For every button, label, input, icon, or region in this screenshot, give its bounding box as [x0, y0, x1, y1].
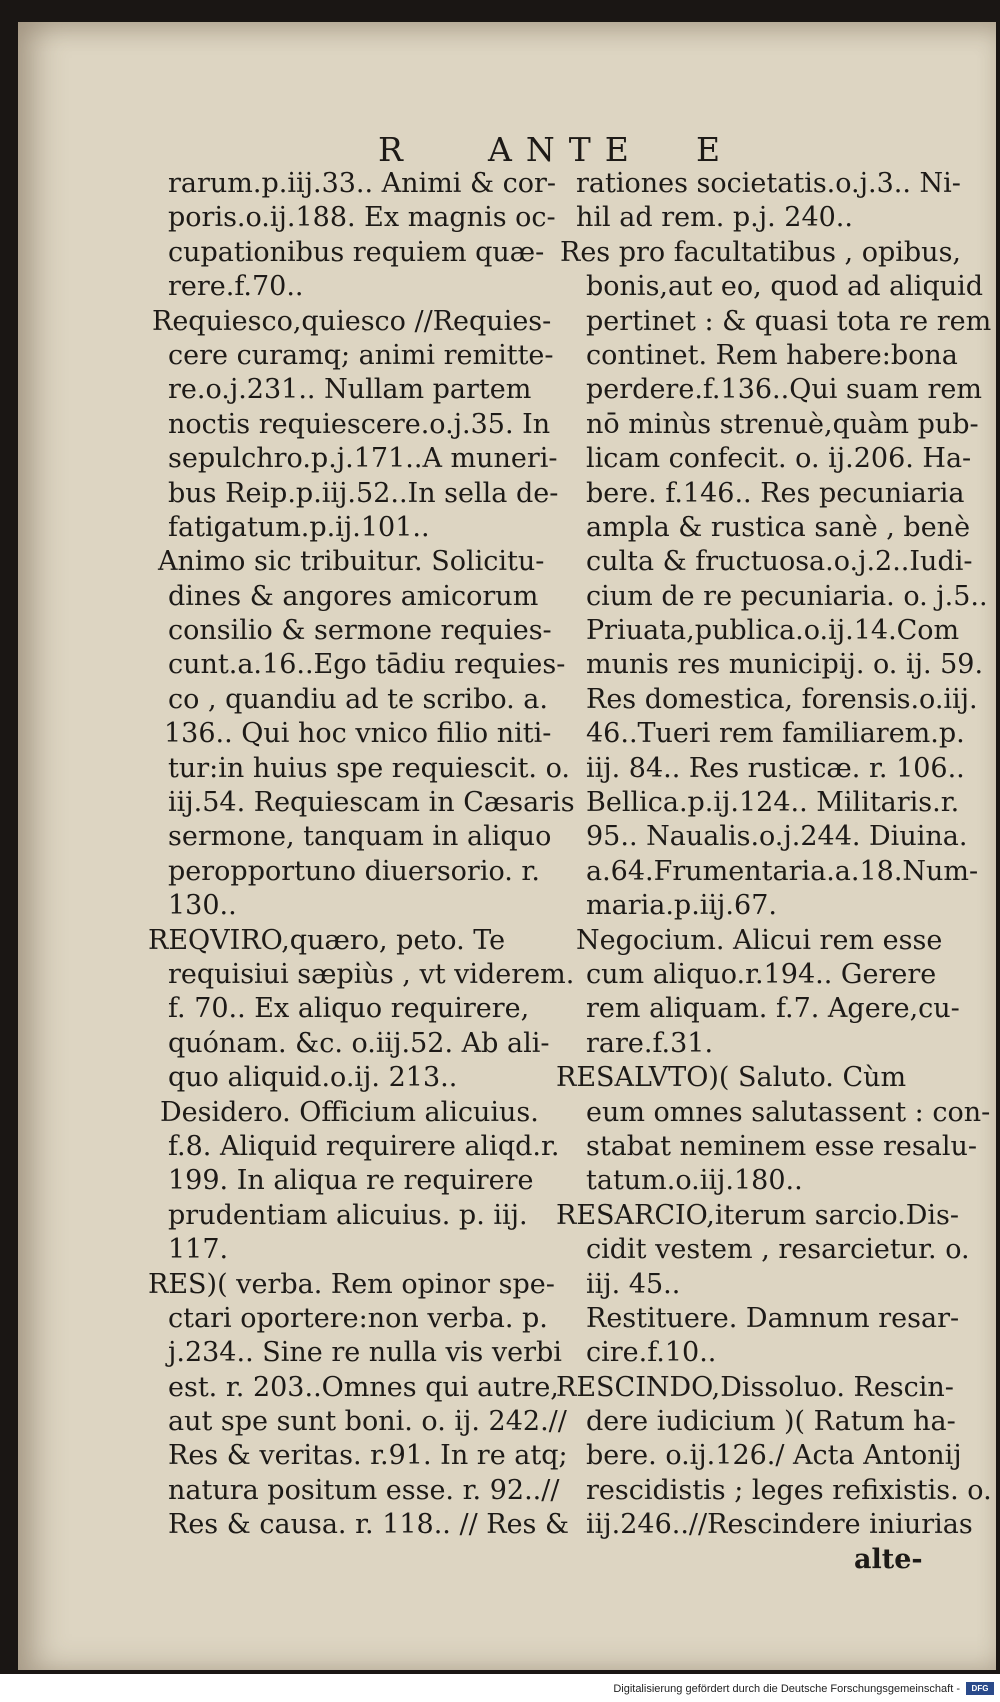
- text-line: a.64.Frumentaria.a.18.Num-: [586, 855, 979, 887]
- text-line: perdere.f.136..Qui suam rem: [586, 374, 982, 406]
- text-line: Bellica.p.ij.124.. Militaris.r.: [586, 787, 960, 819]
- text-line: dere iudicium )( Ratum ha-: [586, 1406, 956, 1438]
- book-page: [18, 22, 996, 1670]
- text-line: rare.f.31.: [586, 1027, 714, 1059]
- text-line: cidit vestem , resarcietur. o.: [586, 1234, 970, 1266]
- text-line: quo aliquid.o.ij. 213..: [168, 1062, 458, 1094]
- text-line: ampla & rustica sanè , benè: [586, 511, 971, 543]
- text-line: bonis,aut eo, quod ad aliquid: [586, 271, 984, 303]
- text-line: f.8. Aliquid requirere aliqd.r.: [168, 1130, 560, 1162]
- text-line: f. 70.. Ex aliquo requirere,: [168, 993, 530, 1025]
- text-line: tur:in huius spe requiescit. o.: [168, 752, 570, 784]
- text-line: rationes societatis.o.j.3.. Ni-: [576, 168, 961, 199]
- header-title: ANTE: [488, 130, 643, 169]
- text-line: 136.. Qui hoc vnico filio niti-: [164, 718, 552, 750]
- text-line: cupationibus requiem quæ-: [168, 236, 545, 268]
- text-line: culta & fructuosa.o.j.2..Iudi-: [586, 546, 973, 578]
- text-line: RES)( verba. Rem opinor spe-: [148, 1268, 555, 1300]
- text-line: re.o.j.231.. Nullam partem: [168, 374, 532, 406]
- text-line: tatum.o.iij.180..: [586, 1165, 803, 1197]
- text-line: sermone, tanquam in aliquo: [168, 821, 552, 853]
- text-line: RESALVTO)( Saluto. Cùm: [556, 1062, 907, 1094]
- text-line: cunt.a.16..Ego tādiu requies-: [168, 649, 566, 681]
- text-line: licam confecit. o. ij.206. Ha-: [586, 443, 972, 475]
- text-line: iij.246..//Rescindere iniurias: [586, 1509, 973, 1541]
- text-line: bere. f.146.. Res pecuniaria: [586, 477, 965, 509]
- text-line: fatigatum.p.ij.101..: [168, 511, 430, 543]
- text-line: requisiui sæpiùs , vt viderem.: [168, 958, 575, 990]
- text-line: rere.f.70..: [168, 271, 304, 303]
- text-line: peropportuno diuersorio. r.: [168, 855, 540, 887]
- text-line: cium de re pecuniaria. o. j.5..: [586, 580, 988, 612]
- text-line: cum aliquo.r.194.. Gerere: [586, 958, 937, 990]
- text-line: REQVIRO,quæro, peto. Te: [148, 924, 506, 956]
- text-line: rarum.p.iij.33.. Animi & cor-: [168, 168, 557, 199]
- text-line: 117.: [168, 1234, 229, 1266]
- text-line: RESCINDO,Dissoluo. Rescin-: [556, 1371, 954, 1403]
- text-line: 130..: [168, 890, 237, 922]
- text-line: Priuata,publica.o.ij.14.Com: [586, 615, 960, 647]
- text-line: Res & causa. r. 118.. // Res &: [168, 1509, 570, 1541]
- text-line: 199. In aliqua re requirere: [168, 1165, 534, 1197]
- text-line: consilio & sermone requies-: [168, 615, 552, 647]
- text-line: pertinet : & quasi tota re rem: [586, 305, 992, 337]
- text-line: Negocium. Alicui rem esse: [576, 924, 943, 956]
- text-line: natura positum esse. r. 92..//: [168, 1474, 560, 1506]
- funding-credit: Digitalisierung gefördert durch die Deutsche Forschungsgemeinschaft -: [613, 1683, 960, 1695]
- text-line: Res domestica, forensis.o.iij.: [586, 683, 978, 715]
- text-line: alte-: [854, 1543, 923, 1575]
- text-line: iij. 84.. Res rusticæ. r. 106..: [586, 752, 965, 784]
- text-line: nō minùs strenuè,quàm pub-: [586, 408, 979, 440]
- text-line: Res pro facultatibus , opibus,: [560, 236, 962, 268]
- text-line: hil ad rem. p.j. 240..: [576, 202, 853, 234]
- header-letter-r: R: [378, 130, 403, 169]
- footer-bar: [0, 1674, 1000, 1702]
- text-line: RESARCIO,iterum sarcio.Dis-: [556, 1199, 960, 1231]
- text-line: Animo sic tribuitur. Solicitu-: [158, 546, 545, 578]
- text-line: rem aliquam. f.7. Agere,cu-: [586, 993, 960, 1025]
- text-line: cire.f.10..: [586, 1337, 717, 1369]
- text-line: Desidero. Officium alicuius.: [160, 1096, 539, 1128]
- text-line: 95.. Naualis.o.j.244. Diuina.: [586, 821, 968, 853]
- text-line: co , quandiu ad te scribo. a.: [168, 683, 548, 715]
- text-line: noctis requiescere.o.j.35. In: [168, 408, 551, 440]
- right-text-column: [556, 167, 1000, 1577]
- text-line: sepulchro.p.j.171..A muneri-: [168, 443, 558, 475]
- text-line: aut spe sunt boni. o. ij. 242.//: [168, 1406, 567, 1438]
- text-line: Requiesco,quiesco //Requies-: [152, 305, 552, 337]
- text-line: maria.p.iij.67.: [586, 890, 777, 922]
- text-line: quónam. &c. o.iij.52. Ab ali-: [168, 1027, 550, 1059]
- text-line: poris.o.ij.188. Ex magnis oc-: [168, 202, 556, 234]
- text-line: rescidistis ; leges refixistis. o.: [586, 1474, 992, 1506]
- header-letter-e: E: [696, 130, 721, 169]
- text-line: 46..Tueri rem familiarem.p.: [586, 718, 965, 750]
- text-line: iij. 45..: [586, 1268, 681, 1300]
- text-line: cere curamq; animi remitte-: [168, 339, 554, 371]
- text-line: Restituere. Damnum resar-: [586, 1302, 960, 1334]
- text-line: j.234.. Sine re nulla vis verbi: [168, 1337, 562, 1369]
- text-line: ctari oportere:non verba. p.: [168, 1302, 548, 1334]
- text-line: prudentiam alicuius. p. iij.: [168, 1199, 528, 1231]
- text-line: bus Reip.p.iij.52..In sella de-: [168, 477, 559, 509]
- text-line: eum omnes salutassent : con-: [586, 1096, 991, 1128]
- text-line: dines & angores amicorum: [168, 580, 539, 612]
- text-line: Res & veritas. r.91. In re atq;: [168, 1440, 568, 1472]
- text-line: stabat neminem esse resalu-: [586, 1130, 978, 1162]
- text-line: iij.54. Requiescam in Cæsaris: [168, 787, 575, 819]
- left-text-column: [148, 167, 578, 1543]
- running-header: [378, 130, 798, 170]
- text-line: munis res municipij. o. ij. 59.: [586, 649, 984, 681]
- text-line: est. r. 203..Omnes qui autre,: [168, 1371, 559, 1403]
- dfg-logo-icon: DFG: [966, 1682, 994, 1695]
- text-line: continet. Rem habere:bona: [586, 339, 958, 371]
- text-line: bere. o.ij.126./ Acta Antonij: [586, 1440, 962, 1472]
